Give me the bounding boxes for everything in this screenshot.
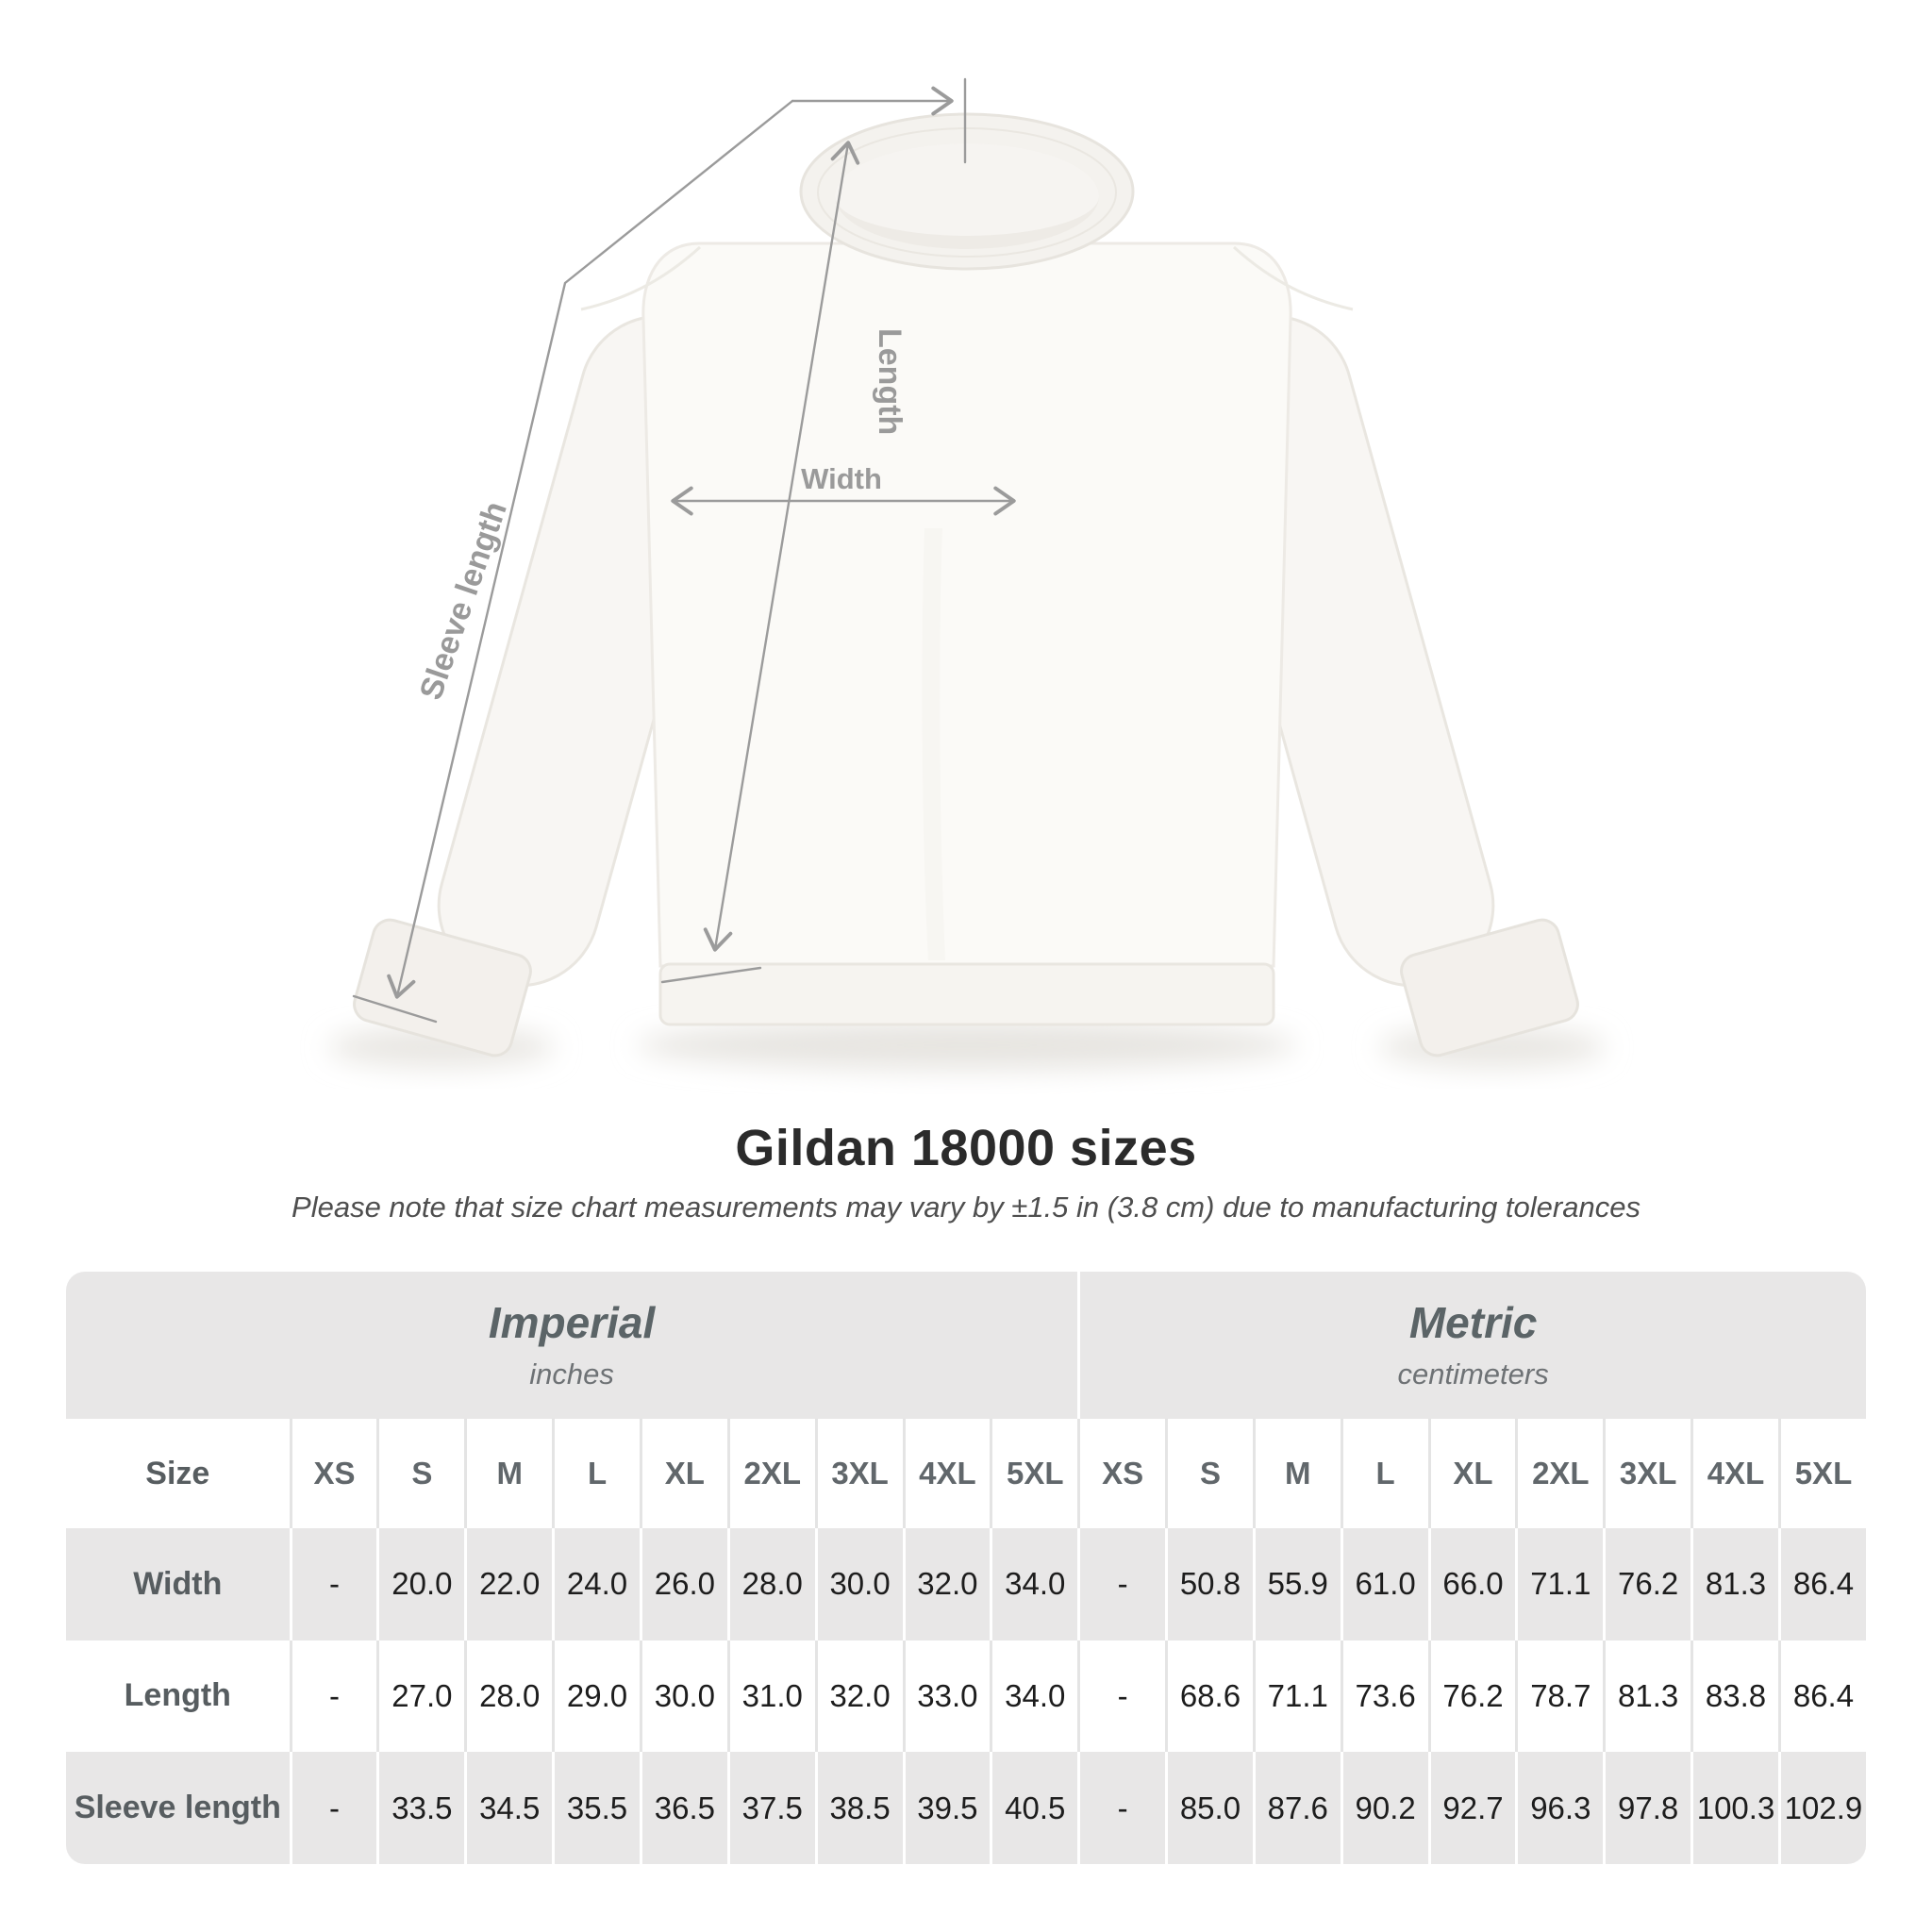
sleeve-length-label: Sleeve length [412, 496, 514, 705]
value-cell: 61.0 [1341, 1528, 1428, 1641]
size-col-metric-xs: XS [1077, 1419, 1165, 1528]
value-cell: 90.2 [1341, 1752, 1428, 1864]
value-cell: 35.5 [552, 1752, 640, 1864]
value-cell: 86.4 [1778, 1641, 1866, 1753]
imperial-title: Imperial [488, 1297, 656, 1347]
value-cell: 34.0 [990, 1528, 1077, 1641]
value-cell: 76.2 [1428, 1641, 1516, 1753]
value-cell: 92.7 [1428, 1752, 1516, 1864]
imperial-group-header [66, 1272, 1077, 1419]
value-cell: 83.8 [1690, 1641, 1778, 1753]
value-cell: 71.1 [1253, 1641, 1341, 1753]
value-cell: 66.0 [1428, 1528, 1516, 1641]
value-cell: - [1077, 1752, 1165, 1864]
value-cell: 50.8 [1165, 1528, 1253, 1641]
value-cell: 81.3 [1603, 1641, 1690, 1753]
page-title: Gildan 18000 sizes [735, 1120, 1197, 1176]
value-cell: 36.5 [640, 1752, 727, 1864]
value-cell: 22.0 [464, 1528, 552, 1641]
value-cell: 33.5 [376, 1752, 464, 1864]
value-cell: 32.0 [903, 1528, 991, 1641]
value-cell: 30.0 [815, 1528, 903, 1641]
size-col-metric-l: L [1341, 1419, 1428, 1528]
value-cell: - [290, 1641, 377, 1753]
value-cell: 26.0 [640, 1528, 727, 1641]
value-cell: 32.0 [815, 1641, 903, 1753]
row-label-length: Length [66, 1641, 290, 1753]
value-cell: 85.0 [1165, 1752, 1253, 1864]
size-col-imperial-l: L [552, 1419, 640, 1528]
value-cell: 34.5 [464, 1752, 552, 1864]
size-col-metric-xl: XL [1428, 1419, 1516, 1528]
metric-unit: centimeters [1397, 1357, 1549, 1391]
value-cell: 96.3 [1515, 1752, 1603, 1864]
size-header-label: Size [66, 1419, 290, 1528]
size-col-imperial-m: M [464, 1419, 552, 1528]
value-cell: 31.0 [727, 1641, 815, 1753]
value-cell: 24.0 [552, 1528, 640, 1641]
value-cell: 78.7 [1515, 1641, 1603, 1753]
value-cell: - [1077, 1641, 1165, 1753]
size-col-metric-m: M [1253, 1419, 1341, 1528]
size-col-imperial-s: S [376, 1419, 464, 1528]
value-cell: 29.0 [552, 1641, 640, 1753]
sweatshirt-collar [801, 114, 1133, 269]
size-col-metric-5xl: 5XL [1778, 1419, 1866, 1528]
value-cell: 20.0 [376, 1528, 464, 1641]
value-cell: 55.9 [1253, 1528, 1341, 1641]
size-col-imperial-xl: XL [640, 1419, 727, 1528]
size-col-metric-s: S [1165, 1419, 1253, 1528]
size-col-metric-3xl: 3XL [1603, 1419, 1690, 1528]
size-col-imperial-3xl: 3XL [815, 1419, 903, 1528]
unit-group-row [66, 1272, 1866, 1419]
value-cell: 33.0 [903, 1641, 991, 1753]
width-label: Width [801, 462, 882, 495]
sweatshirt-body [581, 243, 1353, 966]
value-cell: - [1077, 1528, 1165, 1641]
row-label-sleeve-length: Sleeve length [66, 1752, 290, 1864]
value-cell: - [290, 1752, 377, 1864]
size-col-metric-4xl: 4XL [1690, 1419, 1778, 1528]
value-cell: 76.2 [1603, 1528, 1690, 1641]
sweatshirt-hem [660, 964, 1274, 1024]
value-cell: 28.0 [727, 1528, 815, 1641]
size-col-metric-2xl: 2XL [1515, 1419, 1603, 1528]
value-cell: 102.9 [1778, 1752, 1866, 1864]
value-cell: 73.6 [1341, 1641, 1428, 1753]
size-col-imperial-4xl: 4XL [903, 1419, 991, 1528]
size-table-grid [66, 1272, 1866, 1864]
value-cell: 68.6 [1165, 1641, 1253, 1753]
garment-shadow [328, 1021, 1606, 1070]
value-cell: 100.3 [1690, 1752, 1778, 1864]
size-col-imperial-5xl: 5XL [990, 1419, 1077, 1528]
length-label: Length [872, 328, 908, 436]
size-col-imperial-xs: XS [290, 1419, 377, 1528]
metric-group-header [1077, 1272, 1866, 1419]
value-cell: 30.0 [640, 1641, 727, 1753]
value-cell: 39.5 [903, 1752, 991, 1864]
value-cell: - [290, 1528, 377, 1641]
value-cell: 86.4 [1778, 1528, 1866, 1641]
size-col-imperial-2xl: 2XL [727, 1419, 815, 1528]
page-subtitle: Please note that size chart measurements may vary by ±1.5 in (3.8 cm) due to manufacturing tolerances [291, 1191, 1641, 1224]
value-cell: 97.8 [1603, 1752, 1690, 1864]
value-cell: 27.0 [376, 1641, 464, 1753]
value-cell: 81.3 [1690, 1528, 1778, 1641]
table-row-length [66, 1641, 1866, 1753]
value-cell: 28.0 [464, 1641, 552, 1753]
table-row-sleeve-length [66, 1752, 1866, 1864]
value-cell: 71.1 [1515, 1528, 1603, 1641]
row-label-width: Width [66, 1528, 290, 1641]
imperial-unit: inches [529, 1357, 614, 1391]
value-cell: 40.5 [990, 1752, 1077, 1864]
value-cell: 87.6 [1253, 1752, 1341, 1864]
size-table [66, 1272, 1866, 1864]
metric-title: Metric [1408, 1297, 1538, 1347]
table-row-width [66, 1528, 1866, 1641]
value-cell: 34.0 [990, 1641, 1077, 1753]
value-cell: 37.5 [727, 1752, 815, 1864]
size-header-row [66, 1419, 1866, 1528]
caption-block [0, 1119, 1932, 1224]
value-cell: 38.5 [815, 1752, 903, 1864]
